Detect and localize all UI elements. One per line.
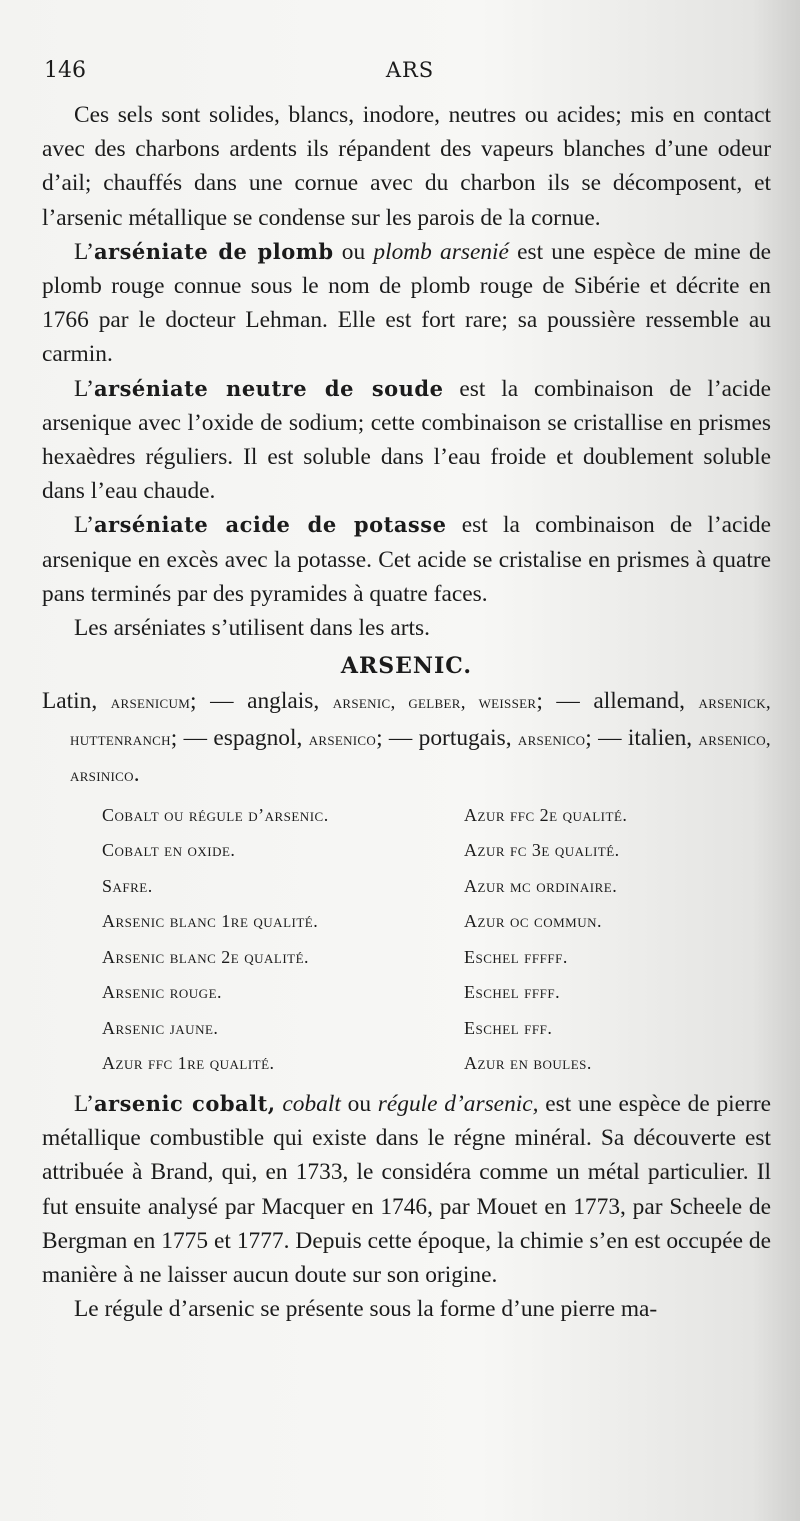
paragraph-lead-prefix: L’ xyxy=(74,375,94,402)
paragraph-body: est une espèce de mine de plomb rouge connue sous le nom de plomb rouge de Sibérie et décrite en 1766 par le docteur Lehman. Elle est fort rare; sa poussière ressemble au carmin. xyxy=(42,238,772,368)
term-lead-arsenate: arséniate de plomb xyxy=(93,238,334,264)
grade-left: Azur ffc 1re qualité. xyxy=(102,1053,275,1074)
grade-left: Arsenic blanc 2e qualité. xyxy=(102,946,310,967)
lang-text: ; — italien, xyxy=(585,724,699,751)
paragraph-regule-description: Le régule d’arsenic se présente sous la forme d’une pierre ma- xyxy=(74,1296,658,1323)
term-cobalt: cobalt xyxy=(275,1091,341,1118)
lang-text: Latin, xyxy=(42,688,111,715)
term-neutral-soda-arsenate: arséniate neutre de soude xyxy=(93,375,444,401)
lang-text: ; — anglais, xyxy=(190,688,333,715)
grade-right: Azur en boules. xyxy=(464,1053,592,1074)
table-row xyxy=(102,833,742,869)
running-head: ARS xyxy=(385,58,435,82)
paragraph-lead-prefix: L’ xyxy=(74,1091,94,1118)
paragraph-lead-prefix: L’ xyxy=(74,238,94,265)
table-row xyxy=(102,1010,742,1046)
lang-term: arsenicum xyxy=(110,692,191,714)
grade-right: Azur oc commun. xyxy=(464,911,603,932)
connector-text: ou xyxy=(340,1091,378,1118)
paragraph-soda-arsenate xyxy=(42,372,771,509)
grade-right: Eschel ffff. xyxy=(464,982,561,1003)
table-row xyxy=(102,868,742,904)
term-acid-potash-arsenate: arséniate acide de potasse xyxy=(93,512,447,538)
lang-term: arsenico, arsinico xyxy=(70,728,771,786)
paragraph-arsenate-salts: Ces sels sont solides, blancs, inodore, neutres ou acides; mis en contact avec des charbons ardents ils répandent des vapeurs blanches d’une odeur d’ail; chauffés dans une cornue avec du charbon ils se décomposent, et l’arsenic métallique se condense sur les parois de la cornue. xyxy=(42,102,771,231)
grade-left: Arsenic blanc 1re qualité. xyxy=(102,911,319,932)
grade-left: Cobalt en oxide. xyxy=(102,840,236,861)
page-header xyxy=(40,58,780,90)
lang-term: arsenico xyxy=(308,728,377,750)
paragraph-body: est la combinaison de l’acide arsenique en excès avec la potasse. Cet acide se cristalise en prismes à quatre pans terminés par des pyramides à quatre faces. xyxy=(42,512,771,607)
paragraph-lead-prefix: L’ xyxy=(74,512,94,539)
grade-right: Eschel fffff. xyxy=(464,946,568,967)
table-row xyxy=(102,904,742,940)
page-number: 146 xyxy=(44,58,86,83)
table-row xyxy=(102,797,742,833)
lang-text: ; — espagnol, xyxy=(170,724,309,751)
paragraph-arsenic-cobalt xyxy=(42,1087,771,1292)
body-text xyxy=(42,98,771,1326)
paragraph-arsenate-uses: Les arséniates s’utilisent dans les arts. xyxy=(74,615,430,642)
table-row xyxy=(102,1046,742,1082)
table-row xyxy=(102,939,742,975)
section-heading-arsenic: ARSENIC. xyxy=(340,653,473,680)
grade-right: Azur mc ordinaire. xyxy=(464,875,618,896)
grade-right: Azur fc 3e qualité. xyxy=(464,840,620,861)
connector-text: ou xyxy=(333,238,374,265)
grade-left: Safre. xyxy=(102,875,153,896)
lang-term: arsenic, gelber, weisser xyxy=(332,692,537,714)
paragraph-potash-arsenate xyxy=(42,508,771,611)
grade-right: Eschel fff. xyxy=(464,1017,553,1038)
paragraph-body: est la combinaison de l’acide arsenique avec l’oxide de sodium; cette combinaison se cristallise en prismes hexaèdres réguliers. Il est soluble dans l’eau froide et doublement soluble dans l’eau chaude. xyxy=(42,375,771,505)
term-plomb-arsenie: plomb arsenié xyxy=(373,238,509,265)
term-regule-arsenic: régule d’arsenic, xyxy=(377,1091,539,1118)
grade-left: Arsenic rouge. xyxy=(102,982,223,1003)
grade-left: Cobalt ou régule d’arsenic. xyxy=(102,804,329,825)
paragraph-body: est une espèce de pierre métallique combustible qui existe dans le régne minéral. Sa découverte est attribuée à Brand, qui, en 1733, le considéra comme un métal particulier. Il fut ensuite analysé par Macquer en 1746, par Mouet en 1773, par Scheele de Bergman en 1775 et 1777. Depuis cette époque, la chimie s’en est occupée de manière à ne laisser aucun doute sur son origine. xyxy=(42,1091,771,1289)
grade-left: Arsenic jaune. xyxy=(102,1017,219,1038)
lang-text: . xyxy=(133,760,140,787)
lang-term: arsenick, huttenranch xyxy=(70,692,771,750)
commercial-grades-table xyxy=(102,797,742,1081)
table-row xyxy=(102,975,742,1011)
paragraph-lead-arsenate xyxy=(42,235,771,372)
grade-right: Azur ffc 2e qualité. xyxy=(464,804,628,825)
lang-term: arsenico xyxy=(517,728,586,750)
term-arsenic-cobalt: arsenic cobalt, xyxy=(93,1091,276,1117)
lang-text: ; — allemand, xyxy=(536,688,699,715)
paragraph-translations xyxy=(42,684,771,793)
lang-text: ; — portugais, xyxy=(376,724,518,751)
